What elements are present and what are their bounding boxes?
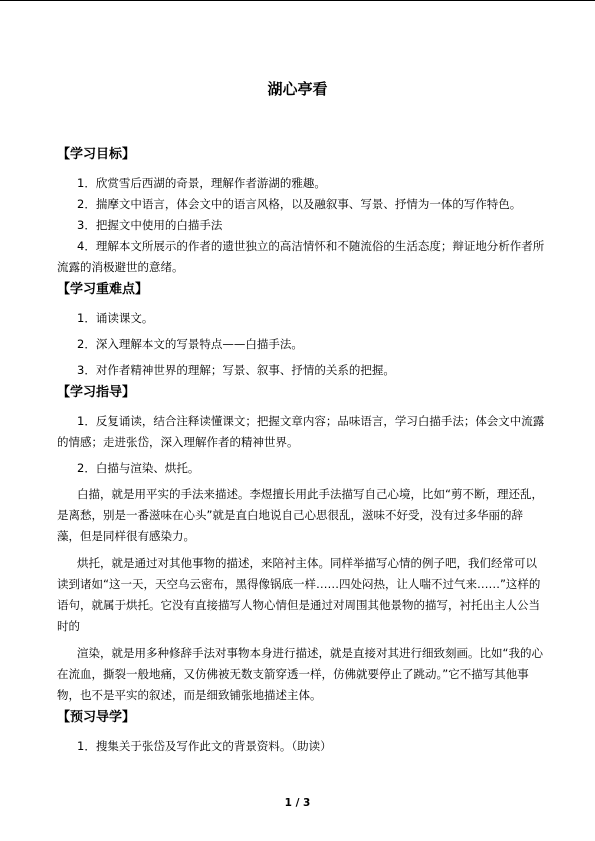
goal-item-2: 2．揣摩文中语言，体会文中的语言风格，以及融叙事、写景、抒情为一体的写作特色。 (77, 197, 522, 211)
guide-item-1: 1．反复诵读，结合注释读懂课文；把握文章内容；品味语言，学习白描手法；体会文中流露的情感；走进张岱，深入理解作者的精神世界。 (57, 414, 545, 449)
section-heading-key-points: 【学习重难点】 (57, 282, 149, 297)
guide-paragraph-hongtuo: 烘托，就是通过对其他事物的描述，来陪衬主体。同样举描写心情的例子吧，我们经常可以读到诸如“这一天，天空乌云密布，黑得像锅底一样……四处闷热，让人喘不过气来……”这样的语句，就属于烘托。它没有直接描写人物心情但是通过对周围其他景物的描写，衬托出主人公当时的 (57, 556, 541, 633)
section-heading-preview-guide: 【预习导学】 (57, 710, 136, 725)
page-title: 湖心亭看 (267, 80, 328, 98)
goal-item-1: 1．欣赏雪后西湖的奇景，理解作者游湖的雅趣。 (77, 176, 326, 190)
key-point-item-1: 1．诵读课文。 (77, 311, 154, 325)
document-body (57, 143, 545, 757)
section-heading-learning-goals: 【学习目标】 (57, 147, 136, 162)
page-number: 1 / 3 (284, 797, 311, 809)
guide-paragraph-baimiao: 白描，就是用平实的手法来描述。李煜擅长用此手法描写自己心境，比如“剪不断，理还乱，是离愁，别是一番滋味在心头”就是直白地说自己心思很乱，滋味不好受，没有过多华丽的辞藻，但是同样很有感染力。 (57, 487, 543, 543)
key-point-item-2: 2．深入理解本文的写景特点——白描手法。 (77, 337, 303, 351)
guide-paragraph-xuanran: 渲染，就是用多种修辞手法对事物本身进行描述，就是直接对其进行细致刻画。比如“我的心在流血，撕裂一般地痛，又仿佛被无数支箭穿透一样，仿佛就要停止了跳动。”它不描写其他事物，也不是平实的叙述，而是细致铺张地描述主体。 (57, 646, 543, 702)
goal-item-4: 4．理解本文所展示的作者的遗世独立的高洁情怀和不随流俗的生活态度；辩证地分析作者所流露的消极避世的意绪。 (57, 239, 545, 274)
goal-item-3: 3．把握文中使用的白描手法 (77, 218, 223, 232)
guide-item-2: 2．白描与渲染、烘托。 (77, 461, 200, 475)
preview-item-1: 1．搜集关于张岱及写作此文的背景资料。（助读） (77, 739, 332, 753)
section-heading-learning-guide: 【学习指导】 (57, 385, 136, 400)
header-rule (0, 0, 595, 1)
key-point-item-3: 3．对作者精神世界的理解；写景、叙事、抒情的关系的把握。 (77, 363, 395, 377)
